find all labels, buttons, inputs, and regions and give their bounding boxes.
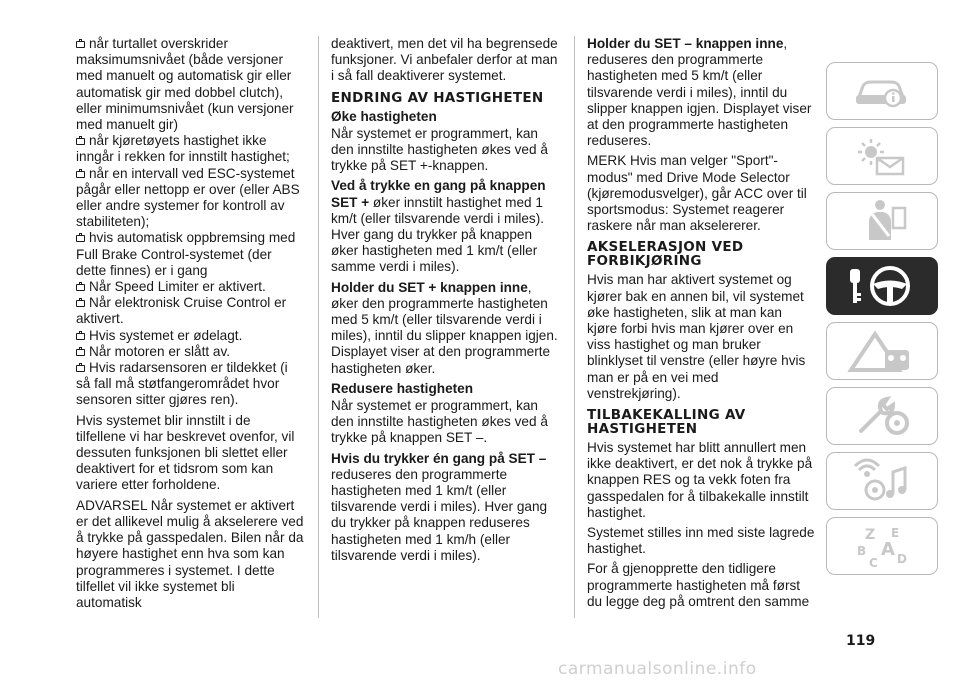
paragraph: Holder du SET – knappen inne, reduseres den programmerte hastigheten med 5 km/t (eller tilsvarende verdi i miles), inntil du slipper knappen igjen. Displayet viser at den programmerte hastigheten reduseres. <box>587 36 812 149</box>
bullet-icon <box>76 171 85 178</box>
paragraph: For å gjenopprette den tidligere programmerte hastigheten må først du legge deg på omtrent den samme <box>587 561 810 609</box>
bullet-icon <box>76 300 85 307</box>
paragraph: Hvis systemet har blitt annullert men ikke deaktivert, er det nok å trykke på knappen RES og ta vekk foten fra gasspedalen for å tilbakekalle innstilt hastighet. <box>587 440 813 520</box>
bold-lead: Holder du SET – knappen inne <box>587 36 784 51</box>
bullet-icon <box>76 41 85 48</box>
subheading: Øke hastigheten <box>331 108 437 124</box>
car-info-icon <box>847 71 917 111</box>
paragraph: deaktivert, men det vil ha begrensede funksjoner. Vi anbefaler derfor at man i så fall deaktiverer systemet. <box>331 36 558 84</box>
warning-paragraph: ADVARSEL Når systemet er aktivert er det allikevel mulig å akselerere ved å trykke på gasspedalen. Bilen når da høyere hastighet enn hva som kan programmeres i systemet. I dette tilfellet vil ikke systemet bli automatisk <box>76 497 304 610</box>
paragraph: Ved å trykke en gang på knappen SET + øker innstilt hastighet med 1 km/t (eller tilsvarende verdi i miles). Hver gang du trykker på knappen øker hastigheten med 1 km/t (eller samme verdi i miles). <box>331 178 546 275</box>
list-item: hvis automatisk oppbremsing med Full Brake Control-systemet (der dette finnes) er i gang <box>76 230 296 278</box>
svg-text:E: E <box>891 526 900 540</box>
svg-text:B: B <box>857 544 867 558</box>
index-letters-icon <box>847 523 917 569</box>
bullet-icon <box>76 138 85 145</box>
seatbelt-safety-icon <box>847 198 917 244</box>
list-item: Når Speed Limiter er aktivert. <box>76 279 304 295</box>
list-item: Når elektronisk Cruise Control er aktivert. <box>76 295 287 327</box>
svg-text:Z: Z <box>865 527 876 543</box>
page-number: 119 <box>846 633 876 649</box>
section-heading: TILBAKEKALLING AV HASTIGHETEN <box>587 407 746 438</box>
multimedia-icon <box>847 458 917 504</box>
tab-index[interactable] <box>826 517 938 575</box>
warning-triangle-icon <box>847 328 917 374</box>
paragraph: Systemet stilles inn med siste lagrede hastighet. <box>587 525 815 557</box>
section-heading: AKSELERASJON VED FORBIKJØRING <box>587 239 744 270</box>
paragraph: Holder du SET + knappen inne, øker den programmerte hastigheten med 5 km/t (eller tilsvarende verdi i miles), inntil du slipper knappen igjen. Displayet viser at den programmerte hastigheten øker. <box>331 279 558 376</box>
column-divider <box>574 36 575 618</box>
bullet-icon <box>76 235 85 242</box>
tab-warning-lights[interactable] <box>826 127 938 185</box>
list-item: når kjøretøyets hastighet ikke inngår i rekken for innstilt hastighet; <box>76 133 290 165</box>
text-column-1 <box>76 36 304 615</box>
column-divider <box>318 36 319 618</box>
tab-emergency[interactable] <box>826 322 938 380</box>
warning-lights-icon <box>847 134 917 178</box>
note-paragraph: MERK Hvis man velger "Sport"-modus" med Drive Mode Selector (kjøremodusvelger), går ACC over til sportsmodus: Systemet reagerer raskere når man akselererer. <box>587 153 807 234</box>
watermark: carmanualsonline.info <box>558 659 757 679</box>
bold-lead: Ved å trykke en gang på knappen SET + <box>331 178 546 210</box>
list-item: Når motoren er slått av. <box>76 344 304 360</box>
tab-multimedia[interactable] <box>826 452 938 510</box>
tab-starting-driving[interactable] <box>826 257 938 315</box>
text-column-3 <box>587 36 815 614</box>
text-column-2 <box>331 36 559 568</box>
subheading: Redusere hastigheten <box>331 380 474 396</box>
bold-lead: Hvis du trykker én gang på SET – <box>331 450 547 466</box>
paragraph: Hvis man har aktivert systemet og kjører bak en annen bil, vil systemet øke hastigheten, slik at man kan kjøre forbi hvis man kjører over en viss hastighet og man bruker blinklyset til venstre (eller høyre hvis man er på en vei med venstrekjøring). <box>587 272 806 401</box>
list-item: Hvis radarsensoren er tildekket (i så fall må støtfangerområdet hvor sensoren sitter gjøres ren). <box>76 360 288 408</box>
paragraph: Når systemet er programmert, kan den innstilte hastigheten økes ved å trykke på knappen SET –. <box>331 398 548 446</box>
bullet-icon <box>76 365 85 372</box>
bold-lead: Holder du SET + knappen inne <box>331 279 528 295</box>
steering-key-icon <box>842 263 922 309</box>
paragraph: Når systemet er programmert, kan den innstilte hastigheten økes ved å trykke på SET +-knappen. <box>331 125 548 174</box>
section-heading: ENDRING AV HASTIGHETEN <box>331 89 544 106</box>
bullet-icon <box>76 349 85 356</box>
bullet-icon <box>76 333 85 340</box>
svg-text:C: C <box>869 556 878 569</box>
tab-car-info[interactable] <box>826 62 938 120</box>
list-item: når en intervall ved ESC-systemet pågår eller nettopp er over (eller ABS eller andre systemer for kontroll av stabiliteten); <box>76 165 300 230</box>
bullet-icon <box>76 284 85 291</box>
tab-service[interactable] <box>826 387 938 445</box>
tab-safety[interactable] <box>826 192 938 250</box>
list-item: Hvis systemet er ødelagt. <box>76 328 304 344</box>
chapter-tabs <box>826 62 938 582</box>
svg-text:D: D <box>897 552 907 566</box>
paragraph: Hvis du trykker én gang på SET – reduseres den programmerte hastigheten med 1 km/t (eller tilsvarende verdi i miles). Hver gang du trykker på knappen reduseres hastigheten med 1 km/h (eller tilsvarende verdi i miles). <box>331 450 548 563</box>
list-item: når turtallet overskrider maksimumsnivået (både versjoner med manuelt og automatisk gir eller automatisk gir med dobbel clutch), eller minimumsnivået (kun versjoner med manuelt gir) <box>76 36 294 133</box>
paragraph: Hvis systemet blir innstilt i de tilfellene vi har beskrevet ovenfor, vil dessuten funksjonen bli slettet eller deaktivert for et tidsrom som kan variere etter forholdene. <box>76 412 295 493</box>
svg-text:A: A <box>881 539 895 560</box>
service-wrench-icon <box>847 393 917 439</box>
